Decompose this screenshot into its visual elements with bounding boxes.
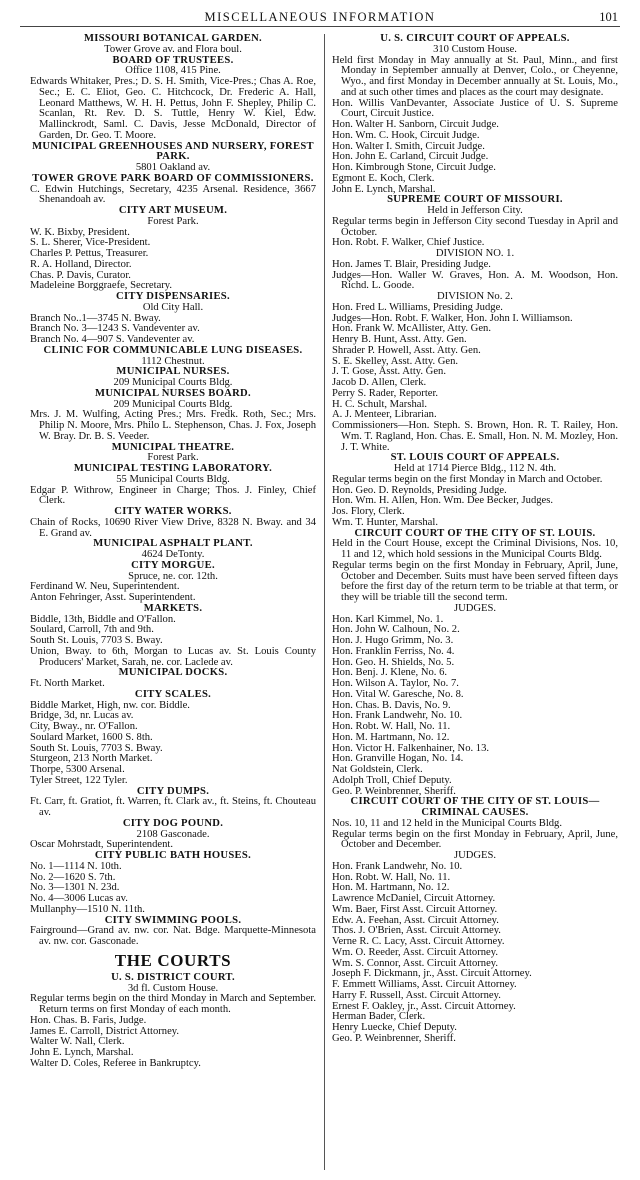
paragraph: Regular terms begin on the third Monday in March and September. Return terms on first Monday of each month. xyxy=(30,993,316,1015)
page-number: 101 xyxy=(599,10,618,24)
entry-line: Geo. P. Weinbrenner, Sheriff. xyxy=(332,785,456,797)
entry-line: Wm. T. Hunter, Marshal. xyxy=(332,516,438,528)
entry-line: Geo. P. Weinbrenner, Sheriff. xyxy=(332,1032,456,1044)
entry-line: Soulard Market, 1600 S. 8th. xyxy=(30,731,153,743)
entry-line: Chas. P. Davis, Curator. xyxy=(30,269,131,281)
section-heading-circuit-court-of-the-city-of-st-louis: CIRCUIT COURT OF THE CITY OF ST. LOUIS. xyxy=(354,527,596,539)
entry-line: South St. Louis, 7703 S. Bway. xyxy=(30,635,163,646)
paragraph: Regular terms begin on the first Monday in February, April, June, October and December. xyxy=(332,828,618,851)
main-heading: THE COURTS xyxy=(114,950,232,970)
paragraph: Chain of Rocks, 10690 River View Drive, 8328 N. Bway. and 34 E. Grand av. xyxy=(30,516,316,539)
paragraph: Nos. 10, 11 and 12 held in the Municipal Courts Bldg. xyxy=(332,817,563,829)
centered-line: Tower Grove av. and Flora boul. xyxy=(104,43,242,55)
running-header xyxy=(20,10,620,27)
entry-line: Hon. Walter H. Sanborn, Circuit Judge. xyxy=(332,119,499,130)
section-heading-municipal-docks: MUNICIPAL DOCKS. xyxy=(118,667,228,679)
entry-line: Hon. Frank Landwehr, No. 10. xyxy=(332,860,463,872)
column-divider xyxy=(324,34,325,1170)
entry-line: Ernest F. Oakley, jr., Asst. Circuit Attorney. xyxy=(332,1000,516,1012)
centered-line: JUDGES. xyxy=(453,602,497,614)
entry-line: W. K. Bixby, President. xyxy=(30,226,130,238)
entry-line: South St. Louis, 7703 S. Bway. xyxy=(30,742,163,754)
entry-line: Hon. Victor H. Falkenhainer, No. 13. xyxy=(332,742,490,754)
entry-line: Hon. Robt. W. Hall, No. 11. xyxy=(332,871,451,883)
paragraph: Edwards Whitaker, Pres.; D. S. H. Smith, Vice-Pres.; Chas A. Roe, Sec.; E. C. Eliot, Geo. C. Hitchcock, Dr. Frederic A. Hall, Leonard Matthews, W. H. H. Pettus, John F. Shepley, Philip C. Scanlan, Rt. Rev. D. S. Tuttle, Henry W. Kiel, Edw. Mallinckrodt, Saml. C. Davis, Jesse McDonald, Director of Garden, Dr. Geo. T. Moore. xyxy=(30,76,316,141)
centered-line: 5801 Oakland av. xyxy=(135,162,211,173)
entry-line: Branch No. 4—907 S. Vandeventer av. xyxy=(30,334,195,345)
paragraph: Fairground—Grand av. nw. cor. Nat. Bdge. Marquette-Minnesota av. nw. cor. Gasconade. xyxy=(30,925,316,947)
entry-line: F. Emmett Williams, Asst. Circuit Attorney. xyxy=(332,979,517,990)
centered-line: 310 Custom House. xyxy=(433,43,517,55)
section-heading-markets: MARKETS. xyxy=(143,602,203,614)
paragraph: Regular terms begin on the first Monday in February, April, June, October and December. Suits must have been served fifteen days before the first day of the return term to be triable at that term, or they will be triable till the second term. xyxy=(332,559,618,603)
entry-line: Hon. Franklin Ferriss, No. 4. xyxy=(332,645,455,657)
section-heading-city-water-works: CITY WATER WORKS. xyxy=(114,506,232,517)
entry-line: Sturgeon, 213 North Market. xyxy=(30,753,153,765)
entry-line: City, Bway., nr. O'Fallon. xyxy=(30,721,138,732)
entry-line: Nat Goldstein, Clerk. xyxy=(332,764,423,775)
entry-line: Tyler Street, 122 Tyler. xyxy=(30,774,128,786)
paragraph: Joseph F. Dickmann, jr., Asst. Circuit Attorney. xyxy=(332,968,532,980)
section-heading-st-louis-court-of-appeals: ST. LOUIS COURT OF APPEALS. xyxy=(390,452,560,464)
entry-line: Branch No..1—3745 N. Bway. xyxy=(30,312,161,324)
entry-line: Herman Bader, Clerk. xyxy=(332,1011,426,1023)
entry-line: Shrader P. Howell, Asst. Atty. Gen. xyxy=(332,344,481,356)
entry-line: Egmont E. Koch, Clerk. xyxy=(332,172,435,184)
centered-line: Forest Park. xyxy=(147,452,199,464)
paragraph: Judges—Hon. Waller W. Graves, Hon. A. M. Woodson, Hon. Richd. L. Goode. xyxy=(332,269,618,292)
entry-line: Walter W. Nall, Clerk. xyxy=(30,1036,125,1048)
entry-line: John E. Lynch, Marshal. xyxy=(332,183,436,195)
entry-line: Hon. John W. Calhoun, No. 2. xyxy=(332,624,460,636)
entry-line: Oscar Mohrstadt, Superintendent. xyxy=(30,839,173,851)
paragraph: Mrs. J. M. Wulfing, Acting Pres.; Mrs. Fredk. Roth, Sec.; Mrs. Philip N. Moore, Mrs. Philo L. Stephenson, Chas. J. Fox, Joseph W. Bray. Dr. B. S. Veeder. xyxy=(30,409,316,442)
entry-line: Walter D. Coles, Referee in Bankruptcy. xyxy=(30,1057,201,1069)
entry-line: Hon. Wm. C. Hook, Circuit Judge. xyxy=(332,129,480,141)
centered-line: JUDGES. xyxy=(453,850,497,861)
entry-line: Ferdinand W. Neu, Superintendent. xyxy=(30,581,180,593)
paragraph: Judges—Hon. Robt. F. Walker, Hon. John I. Williamson. xyxy=(332,312,573,324)
section-heading-u-s-district-court: U. S. DISTRICT COURT. xyxy=(111,971,235,983)
section-heading-municipal-nurses-board: MUNICIPAL NURSES BOARD. xyxy=(95,387,251,399)
entry-line: Hon. Karl Kimmel, No. 1. xyxy=(332,613,444,625)
centered-line: Old City Hall. xyxy=(142,301,204,313)
paragraph: Held first Monday in May annually at St. Paul, Minn., and first Monday in September annually at Denver, Colo., or Cheyenne, Wyo., and first Monday in December annually at St. Louis, Mo., and at such other times and places as the court may designate. xyxy=(332,54,618,98)
paragraph: Held in the Court House, except the Criminal Divisions, Nos. 10, 11 and 12, which hold sessions in the Municipal Courts Bldg. xyxy=(332,538,618,560)
centered-line: Forest Park. xyxy=(147,215,199,227)
entry-line: Hon. Granville Hogan, No. 14. xyxy=(332,753,464,765)
paragraph: Ft. Carr, ft. Gratiot, ft. Warren, ft. Clark av., ft. Steins, ft. Chouteau av. xyxy=(30,796,316,818)
entry-line: John E. Lynch, Marshal. xyxy=(30,1047,134,1058)
entry-line: Hon. Robt. F. Walker, Chief Justice. xyxy=(332,237,485,249)
section-heading-city-public-bath-houses: CITY PUBLIC BATH HOUSES. xyxy=(94,850,252,861)
entry-line: Anton Fehringer, Asst. Superintendent. xyxy=(30,592,196,603)
paragraph: Commissioners—Hon. Steph. S. Brown, Hon. R. T. Railey, Hon. Wm. T. Ragland, Hon. Chas. E. Small, Hon. N. M. Mozley, Hon. J. T. White. xyxy=(332,420,618,453)
entry-line: No. 3—1301 N. 23d. xyxy=(30,882,120,894)
entry-line: Hon. James T. Blair, Presiding Judge. xyxy=(332,258,491,270)
section-heading-missouri-botanical-garden: MISSOURI BOTANICAL GARDEN. xyxy=(83,33,262,44)
entry-line: Biddle Market, High, nw. cor. Biddle. xyxy=(30,699,190,711)
centered-line: 209 Municipal Courts Bldg. xyxy=(113,377,233,388)
section-heading-city-dumps: CITY DUMPS. xyxy=(136,785,210,797)
centered-line: 1112 Chestnut. xyxy=(141,355,205,367)
paragraph: C. Edwin Hutchings, Secretary, 4235 Arsenal. Residence, 3667 Shenandoah av. xyxy=(30,183,316,206)
centered-line: Held in Jefferson City. xyxy=(427,205,523,216)
entry-line: Jacob D. Allen, Clerk. xyxy=(332,377,427,388)
entry-line: Hon. Vital W. Garesche, No. 8. xyxy=(332,688,464,700)
centered-line: 209 Municipal Courts Bldg. xyxy=(113,398,233,410)
entry-line: Thos. J. O'Brien, Asst. Circuit Attorney. xyxy=(332,925,501,937)
centered-line: 4624 DeTonty. xyxy=(141,549,205,560)
centered-line: 55 Municipal Courts Bldg. xyxy=(116,473,230,485)
entry-line: Mullanphy—1510 N. 11th. xyxy=(30,903,145,915)
paragraph: Regular terms begin on the first Monday in March and October. xyxy=(332,473,603,485)
section-heading-municipal-nurses: MUNICIPAL NURSES. xyxy=(116,366,230,378)
entry-line: Hon. Walter I. Smith, Circuit Judge. xyxy=(332,140,485,152)
paragraph: Hon. Willis VanDevanter, Associate Justice of U. S. Supreme Court, Circuit Justice. xyxy=(332,97,618,120)
entry-line: Thorpe, 5300 Arsenal. xyxy=(30,764,125,775)
entry-line: Wm. S. Connor, Asst. Circuit Attorney. xyxy=(332,957,499,969)
entry-line: Hon. Fred L. Williams, Presiding Judge. xyxy=(332,301,503,313)
section-heading-city-morgue: CITY MORGUE. xyxy=(131,559,215,571)
entry-line: Madeleine Borggraefe, Secretary. xyxy=(30,280,173,292)
entry-line: Hon. J. Hugo Grimm, No. 3. xyxy=(332,635,454,646)
entry-line: Hon. Chas. B. Faris, Judge. xyxy=(30,1014,147,1026)
section-heading-city-dog-pound: CITY DOG POUND. xyxy=(122,817,224,829)
paragraph: Union, Bway. to 6th, Morgan to Lucas av. St. Louis County Producers' Market, Sarah, ne. cor. Laclede av. xyxy=(30,645,316,668)
centered-line: Office 1108, 415 Pine. xyxy=(125,65,221,77)
centered-line: 3d fl. Custom House. xyxy=(127,982,219,994)
entry-line: Henry B. Hunt, Asst. Atty. Gen. xyxy=(332,334,467,345)
section-heading-municipal-theatre: MUNICIPAL THEATRE. xyxy=(111,441,235,453)
left-column xyxy=(30,34,316,1070)
entry-line: Jos. Flory, Clerk. xyxy=(332,506,405,517)
entry-line: S. L. Sherer, Vice-President. xyxy=(30,237,151,249)
section-heading-tower-grove-park-board-of-commissioners: TOWER GROVE PARK BOARD OF COMMISSIONERS. xyxy=(32,172,314,184)
entry-line: Biddle, 13th, Biddle and O'Fallon. xyxy=(30,613,176,625)
entry-line: James E. Carroll, District Attorney. xyxy=(30,1025,180,1037)
section-heading-supreme-court-of-missouri: SUPREME COURT OF MISSOURI. xyxy=(387,194,563,206)
paragraph: Hon. Wm. H. Allen, Hon. Wm. Dee Becker, Judges. xyxy=(332,495,554,507)
entry-line: Hon. M. Hartmann, No. 12. xyxy=(332,882,450,894)
paragraph: Regular terms begin in Jefferson City second Tuesday in April and October. xyxy=(332,215,618,238)
entry-line: Hon. Frank W. McAllister, Atty. Gen. xyxy=(332,323,491,335)
entry-line: No. 1—1114 N. 10th. xyxy=(30,860,122,872)
section-heading-circuit-court-of-the-city-of-st-louis-cr: CIRCUIT COURT OF THE CITY OF ST. LOUIS—CRIMINAL CAUSES. xyxy=(350,796,600,818)
entry-line: J. T. Gose, Asst. Atty. Gen. xyxy=(332,366,446,378)
entry-line: Adolph Troll, Chief Deputy. xyxy=(332,774,452,786)
entry-line: Hon. Frank Landwehr, No. 10. xyxy=(332,710,463,722)
section-heading-city-art-museum: CITY ART MUSEUM. xyxy=(118,205,228,216)
entry-line: Hon. M. Hartmann, No. 12. xyxy=(332,731,450,743)
entry-line: Edw. A. Feehan, Asst. Circuit Attorney. xyxy=(332,914,499,926)
section-heading-city-scales: CITY SCALES. xyxy=(134,688,212,700)
section-heading-municipal-testing-laboratory: MUNICIPAL TESTING LABORATORY. xyxy=(73,463,273,474)
entry-line: Hon. Geo. D. Reynolds, Presiding Judge. xyxy=(332,484,507,496)
section-heading-u-s-circuit-court-of-appeals: U. S. CIRCUIT COURT OF APPEALS. xyxy=(380,33,570,44)
paragraph: Edgar P. Withrow, Engineer in Charge; Thos. J. Finley, Chief Clerk. xyxy=(30,484,316,507)
entry-line: No. 2—1620 S. 7th. xyxy=(30,871,116,883)
entry-line: A. J. Menteer, Librarian. xyxy=(332,409,437,421)
entry-line: Hon. Kimbrough Stone, Circuit Judge. xyxy=(332,162,496,173)
entry-line: Branch No. 3—1243 S. Vandeventer av. xyxy=(30,323,200,335)
entry-line: Hon. Benj. J. Klene, No. 6. xyxy=(332,667,448,679)
entry-line: Harry F. Russell, Asst. Circuit Attorney. xyxy=(332,989,501,1001)
section-heading-clinic-for-communicable-lung-diseases: CLINIC FOR COMMUNICABLE LUNG DISEASES. xyxy=(43,344,303,356)
entry-line: Hon. Wilson A. Taylor, No. 7. xyxy=(332,678,459,689)
entry-line: Hon. Robt. W. Hall, No. 11. xyxy=(332,721,451,732)
entry-line: No. 4—3006 Lucas av. xyxy=(30,893,128,904)
section-heading-city-swimming-pools: CITY SWIMMING POOLS. xyxy=(104,914,242,926)
entry-line: Henry Luecke, Chief Deputy. xyxy=(332,1022,457,1033)
entry-line: Hon. Chas. B. Davis, No. 9. xyxy=(332,699,451,711)
entry-line: Wm. O. Reeder, Asst. Circuit Attorney. xyxy=(332,946,499,958)
centered-line: Spruce, ne. cor. 12th. xyxy=(128,570,218,582)
centered-line: DIVISION No. 2. xyxy=(437,291,513,302)
section-heading-municipal-asphalt-plant: MUNICIPAL ASPHALT PLANT. xyxy=(93,538,253,550)
entry-line: Charles P. Pettus, Treasurer. xyxy=(30,248,149,259)
centered-line: DIVISION NO. 1. xyxy=(435,248,515,259)
entry-line: Wm. Baer, First Asst. Circuit Attorney. xyxy=(332,903,498,915)
right-column xyxy=(332,34,618,1045)
entry-line: Bridge, 3d, nr. Lucas av. xyxy=(30,710,134,722)
centered-line: Held at 1714 Pierce Bldg., 112 N. 4th. xyxy=(393,463,557,474)
entry-line: R. A. Holland, Director. xyxy=(30,258,132,270)
entry-line: Ft. North Market. xyxy=(30,678,105,689)
centered-line: 2108 Gasconade. xyxy=(136,828,210,840)
running-header-title: MISCELLANEOUS INFORMATION xyxy=(204,10,436,24)
entry-line: Perry S. Rader, Reporter. xyxy=(332,387,439,399)
section-heading-city-dispensaries: CITY DISPENSARIES. xyxy=(116,291,230,302)
entry-line: Soulard, Carroll, 7th and 9th. xyxy=(30,624,154,636)
entry-line: H. C. Schult, Marshal. xyxy=(332,398,428,410)
entry-line: S. E. Skelley, Asst. Atty. Gen. xyxy=(332,355,459,367)
section-heading-board-of-trustees: BOARD OF TRUSTEES. xyxy=(112,54,234,66)
entry-line: Lawrence McDaniel, Circuit Attorney. xyxy=(332,893,496,904)
entry-line: Verne R. C. Lacy, Asst. Circuit Attorney. xyxy=(332,936,505,947)
section-heading-municipal-greenhouses-and-nursery-forest: MUNICIPAL GREENHOUSES AND NURSERY, FOREST PARK. xyxy=(32,140,314,163)
entry-line: Hon. Geo. H. Shields, No. 5. xyxy=(332,656,455,668)
entry-line: Hon. John E. Carland, Circuit Judge. xyxy=(332,151,489,163)
